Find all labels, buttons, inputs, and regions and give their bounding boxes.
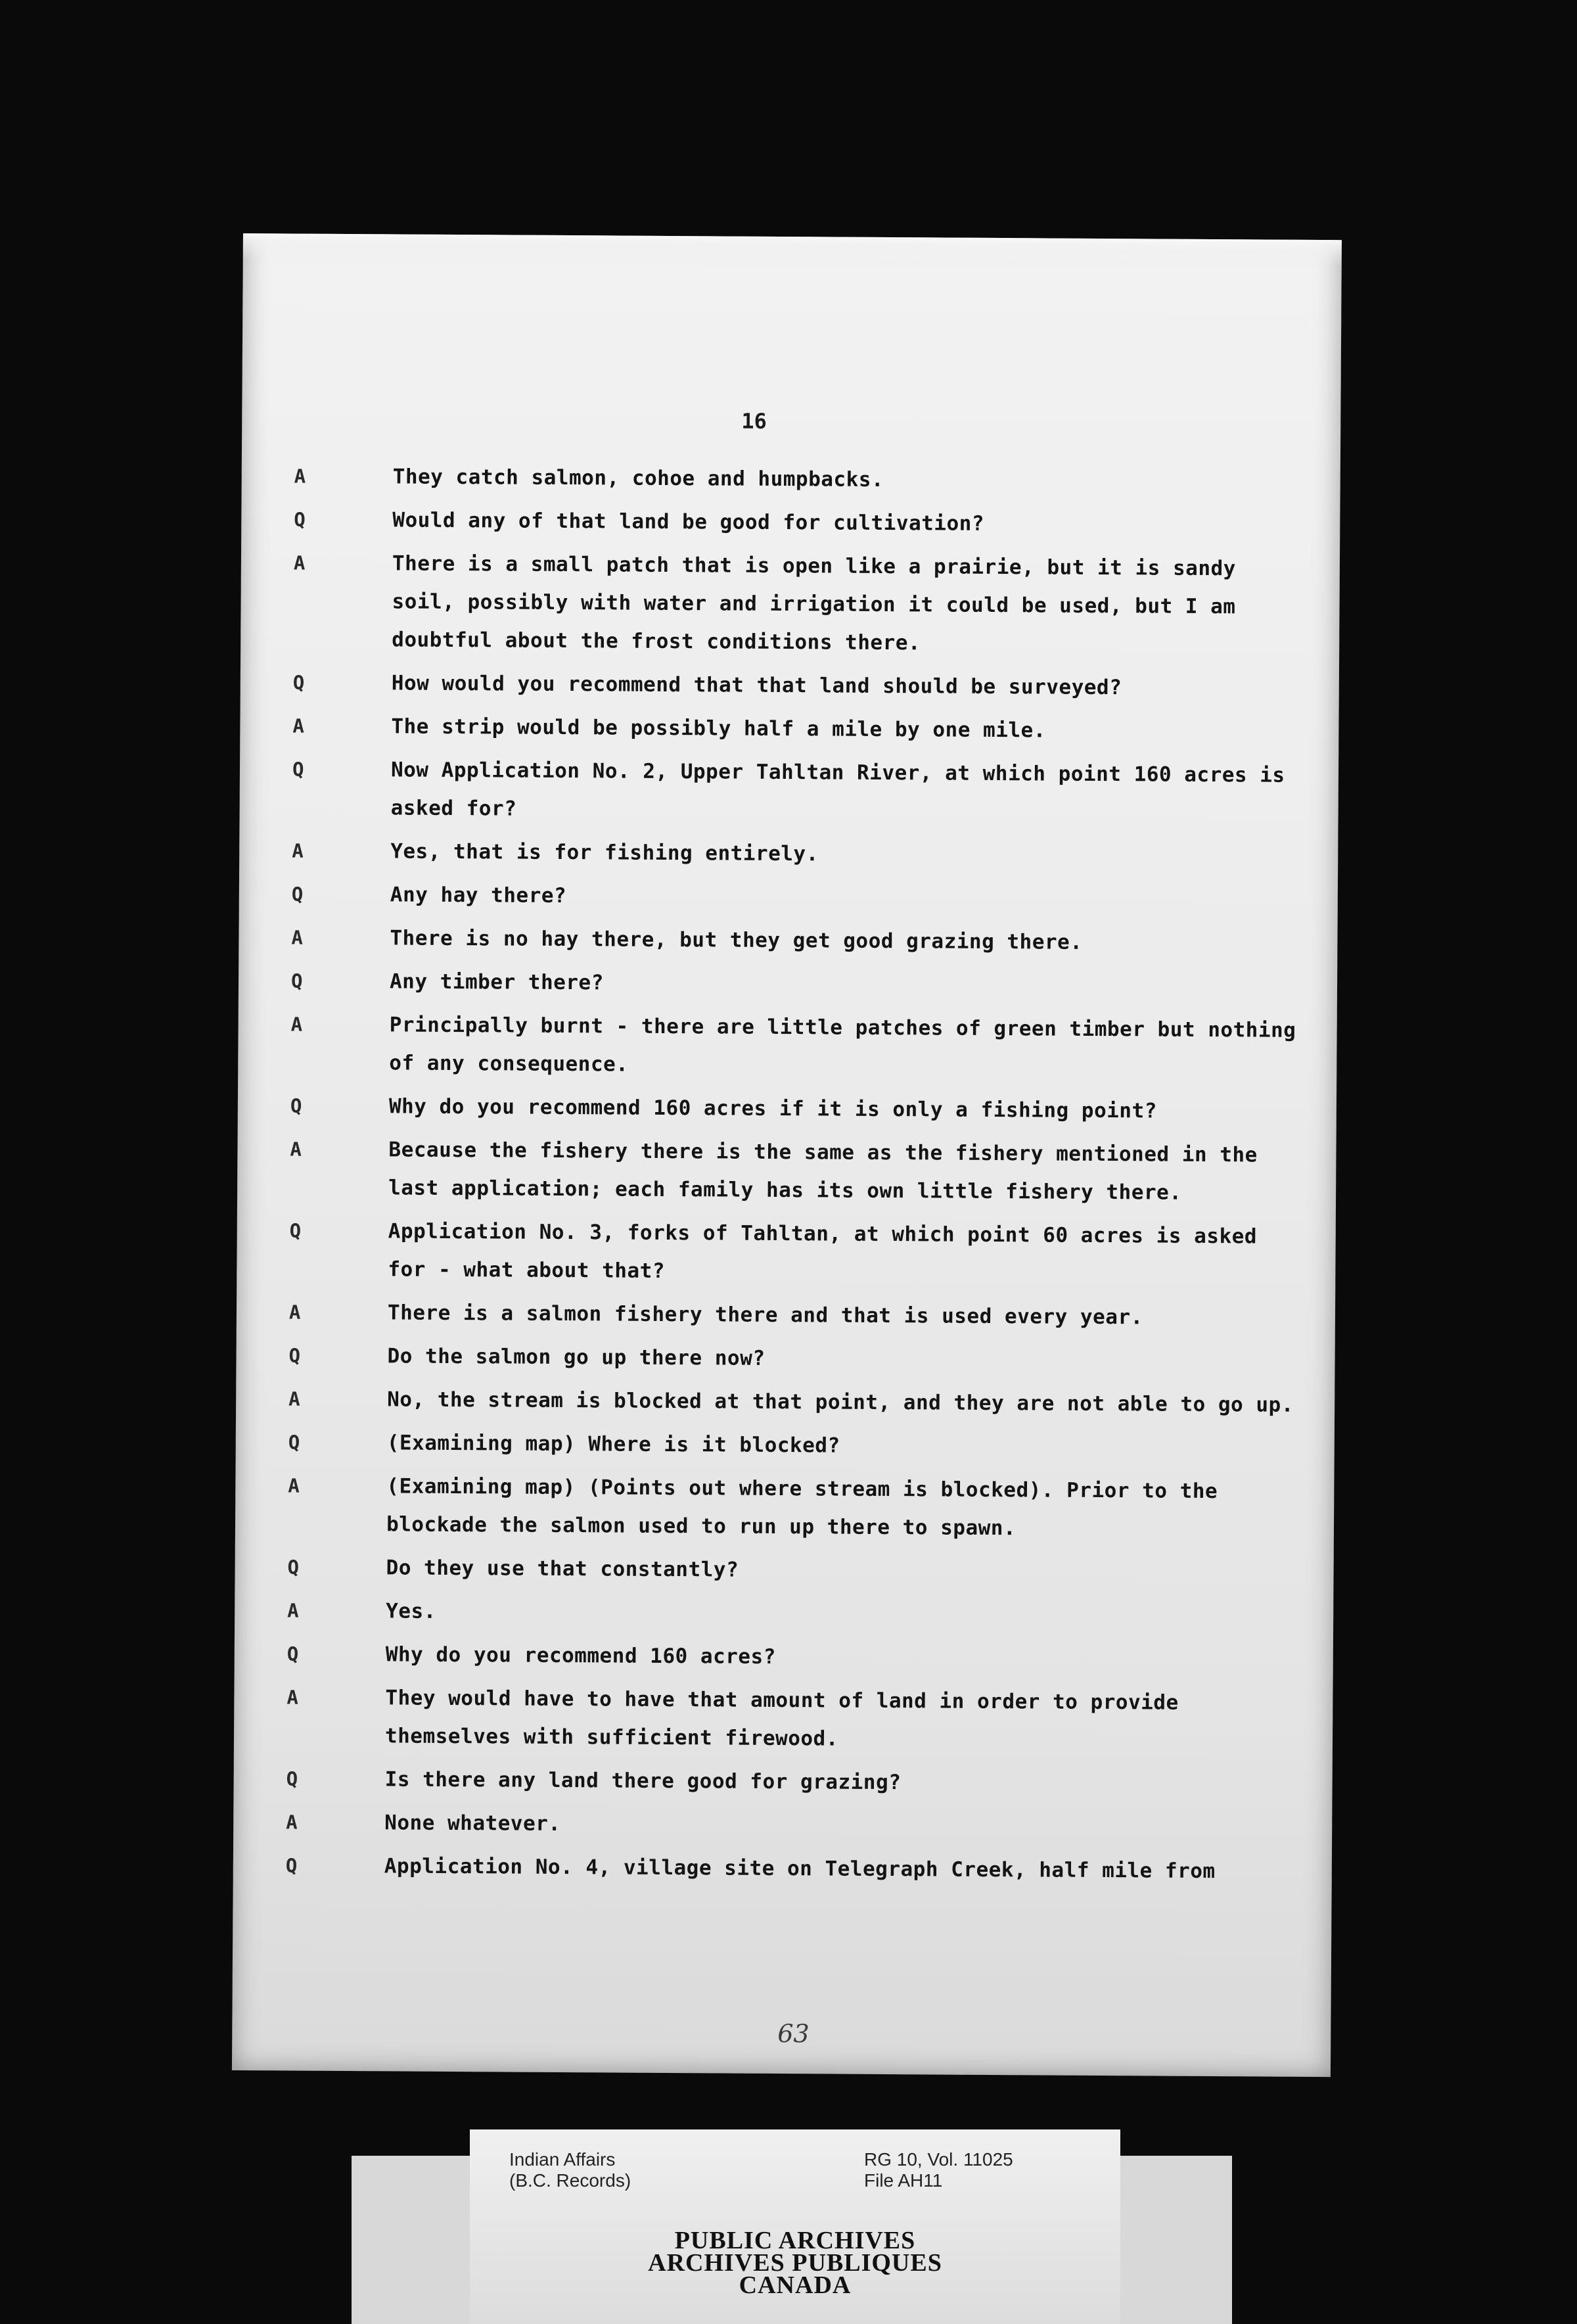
speaker-marker: Q [294, 508, 306, 531]
speaker-marker: Q [289, 1219, 302, 1242]
transcript-text: They catch salmon, cohoe and humpbacks. [392, 465, 884, 492]
speaker-marker: A [292, 714, 304, 737]
transcript-text: Why do you recommend 160 acres if it is only a fishing point? [388, 1094, 1157, 1123]
transcript-text: Application No. 4, village site on Telegraph Creek, half mile from [384, 1854, 1216, 1884]
answer-row [286, 1678, 1299, 1760]
question-row [286, 1759, 1298, 1803]
speaker-marker: Q [292, 671, 305, 694]
document-page [232, 233, 1342, 2077]
speaker-marker: Q [286, 1642, 299, 1665]
question-row [287, 1548, 1299, 1592]
archives-stamp [470, 2227, 1120, 2299]
answer-row [292, 831, 1304, 875]
answer-row [286, 1803, 1298, 1847]
question-row [286, 1846, 1298, 1890]
archives-stamp-line-1: PUBLIC ARCHIVES [674, 2227, 916, 2254]
answer-row [293, 544, 1306, 664]
speaker-marker: Q [288, 1431, 300, 1454]
speaker-marker: Q [290, 969, 303, 992]
question-row [289, 1211, 1302, 1293]
answer-row [291, 918, 1303, 962]
speaker-marker: Q [287, 1556, 300, 1579]
speaker-marker: A [288, 1387, 300, 1410]
answer-row [288, 1466, 1300, 1548]
label-volume: RG 10, Vol. 11025 [864, 2149, 1013, 2170]
transcript-text: How would you recommend that that land should be surveyed? [391, 671, 1122, 700]
transcript-text: (Examining map) (Points out where stream is blocked). Prior to the blockade the salmon used to run up there to spawn. [386, 1474, 1218, 1541]
transcript-text: Any hay there? [390, 883, 567, 908]
question-row [288, 1423, 1300, 1467]
archives-stamp-line-3: CANADA [739, 2271, 852, 2299]
speaker-marker: A [287, 1599, 299, 1622]
transcript-text: The strip would be possibly half a mile by one mile. [391, 714, 1047, 743]
transcript-text: Any timber there? [389, 969, 604, 995]
answer-row [292, 707, 1304, 751]
transcript-text: There is a small patch that is open like a prairie, but it is sandy soil, possibly with water and irrigation it could be used, but I am doubtful about the frost conditions there. [392, 551, 1236, 655]
speaker-marker: A [290, 1013, 303, 1036]
transcript-text: Is there any land there good for grazing? [384, 1767, 902, 1795]
speaker-marker: A [288, 1474, 300, 1497]
transcript-text: There is a salmon fishery there and that is used every year. [387, 1301, 1143, 1330]
transcript-text: There is no hay there, but they get good grazing there. [390, 926, 1083, 954]
archives-stamp-line-2: ARCHIVES PUBLIQUES [648, 2249, 942, 2277]
transcript-text: Do the salmon go up there now? [387, 1344, 766, 1370]
label-file: File AH11 [864, 2170, 943, 2191]
speaker-marker: A [291, 926, 304, 949]
speaker-marker: Q [286, 1767, 298, 1790]
transcript-text: Now Application No. 2, Upper Tahltan River, at which point 160 acres is asked for? [390, 758, 1285, 821]
question-row [291, 962, 1303, 1006]
folio-number: 63 [777, 2019, 810, 2049]
answer-row [290, 1005, 1303, 1087]
answer-row [289, 1293, 1301, 1337]
answer-row [294, 457, 1306, 501]
transcript-text: Do they use that constantly? [386, 1556, 739, 1582]
speaker-marker: A [292, 839, 304, 862]
transcript-text: Would any of that land be good for cultivation? [392, 508, 985, 536]
page-number: 16 [741, 408, 767, 434]
transcript-text: Application No. 3, forks of Tahltan, at which point 60 acres is asked for - what about that? [388, 1219, 1258, 1283]
transcript-text: No, the stream is blocked at that point, and they are not able to go up. [387, 1387, 1294, 1417]
label-card-left-tab [352, 2156, 470, 2324]
question-row [288, 1336, 1300, 1380]
question-row [292, 875, 1304, 919]
speaker-marker: A [294, 465, 306, 488]
transcript-list [286, 457, 1306, 1895]
transcript-text: Because the fishery there is the same as the fishery mentioned in the last application; each family has its own little fishery there. [388, 1138, 1258, 1205]
speaker-marker: Q [288, 1344, 301, 1367]
transcript-text: Yes, that is for fishing entirely. [390, 839, 819, 866]
speaker-marker: Q [285, 1854, 298, 1877]
answer-row [287, 1591, 1299, 1635]
answer-row [290, 1130, 1302, 1212]
label-card-right-tab [1120, 2156, 1232, 2324]
question-row [287, 1635, 1299, 1679]
question-row [290, 1086, 1302, 1130]
transcript-text: Principally burnt - there are little patches of green timber but nothing of any consequence. [389, 1013, 1296, 1077]
speaker-marker: A [293, 551, 306, 574]
speaker-marker: A [286, 1811, 298, 1834]
speaker-marker: A [286, 1686, 298, 1709]
speaker-marker: Q [291, 883, 304, 906]
question-row [292, 750, 1304, 832]
archive-label-card [470, 2129, 1120, 2324]
question-row [293, 663, 1305, 707]
speaker-marker: A [288, 1301, 301, 1324]
transcript-text: They would have to have that amount of land in order to provide themselves with sufficient firewood. [384, 1686, 1179, 1751]
label-series: (B.C. Records) [509, 2170, 631, 2191]
transcript-text: Yes. [386, 1599, 436, 1623]
question-row [294, 500, 1306, 544]
label-fonds: Indian Affairs [509, 2149, 616, 2170]
transcript-text: (Examining map) Where is it blocked? [386, 1431, 840, 1458]
answer-row [288, 1380, 1300, 1424]
speaker-marker: Q [292, 758, 304, 781]
speaker-marker: Q [290, 1094, 302, 1117]
speaker-marker: A [290, 1138, 302, 1161]
transcript-text: None whatever. [384, 1811, 561, 1836]
transcript-text: Why do you recommend 160 acres? [385, 1642, 776, 1669]
